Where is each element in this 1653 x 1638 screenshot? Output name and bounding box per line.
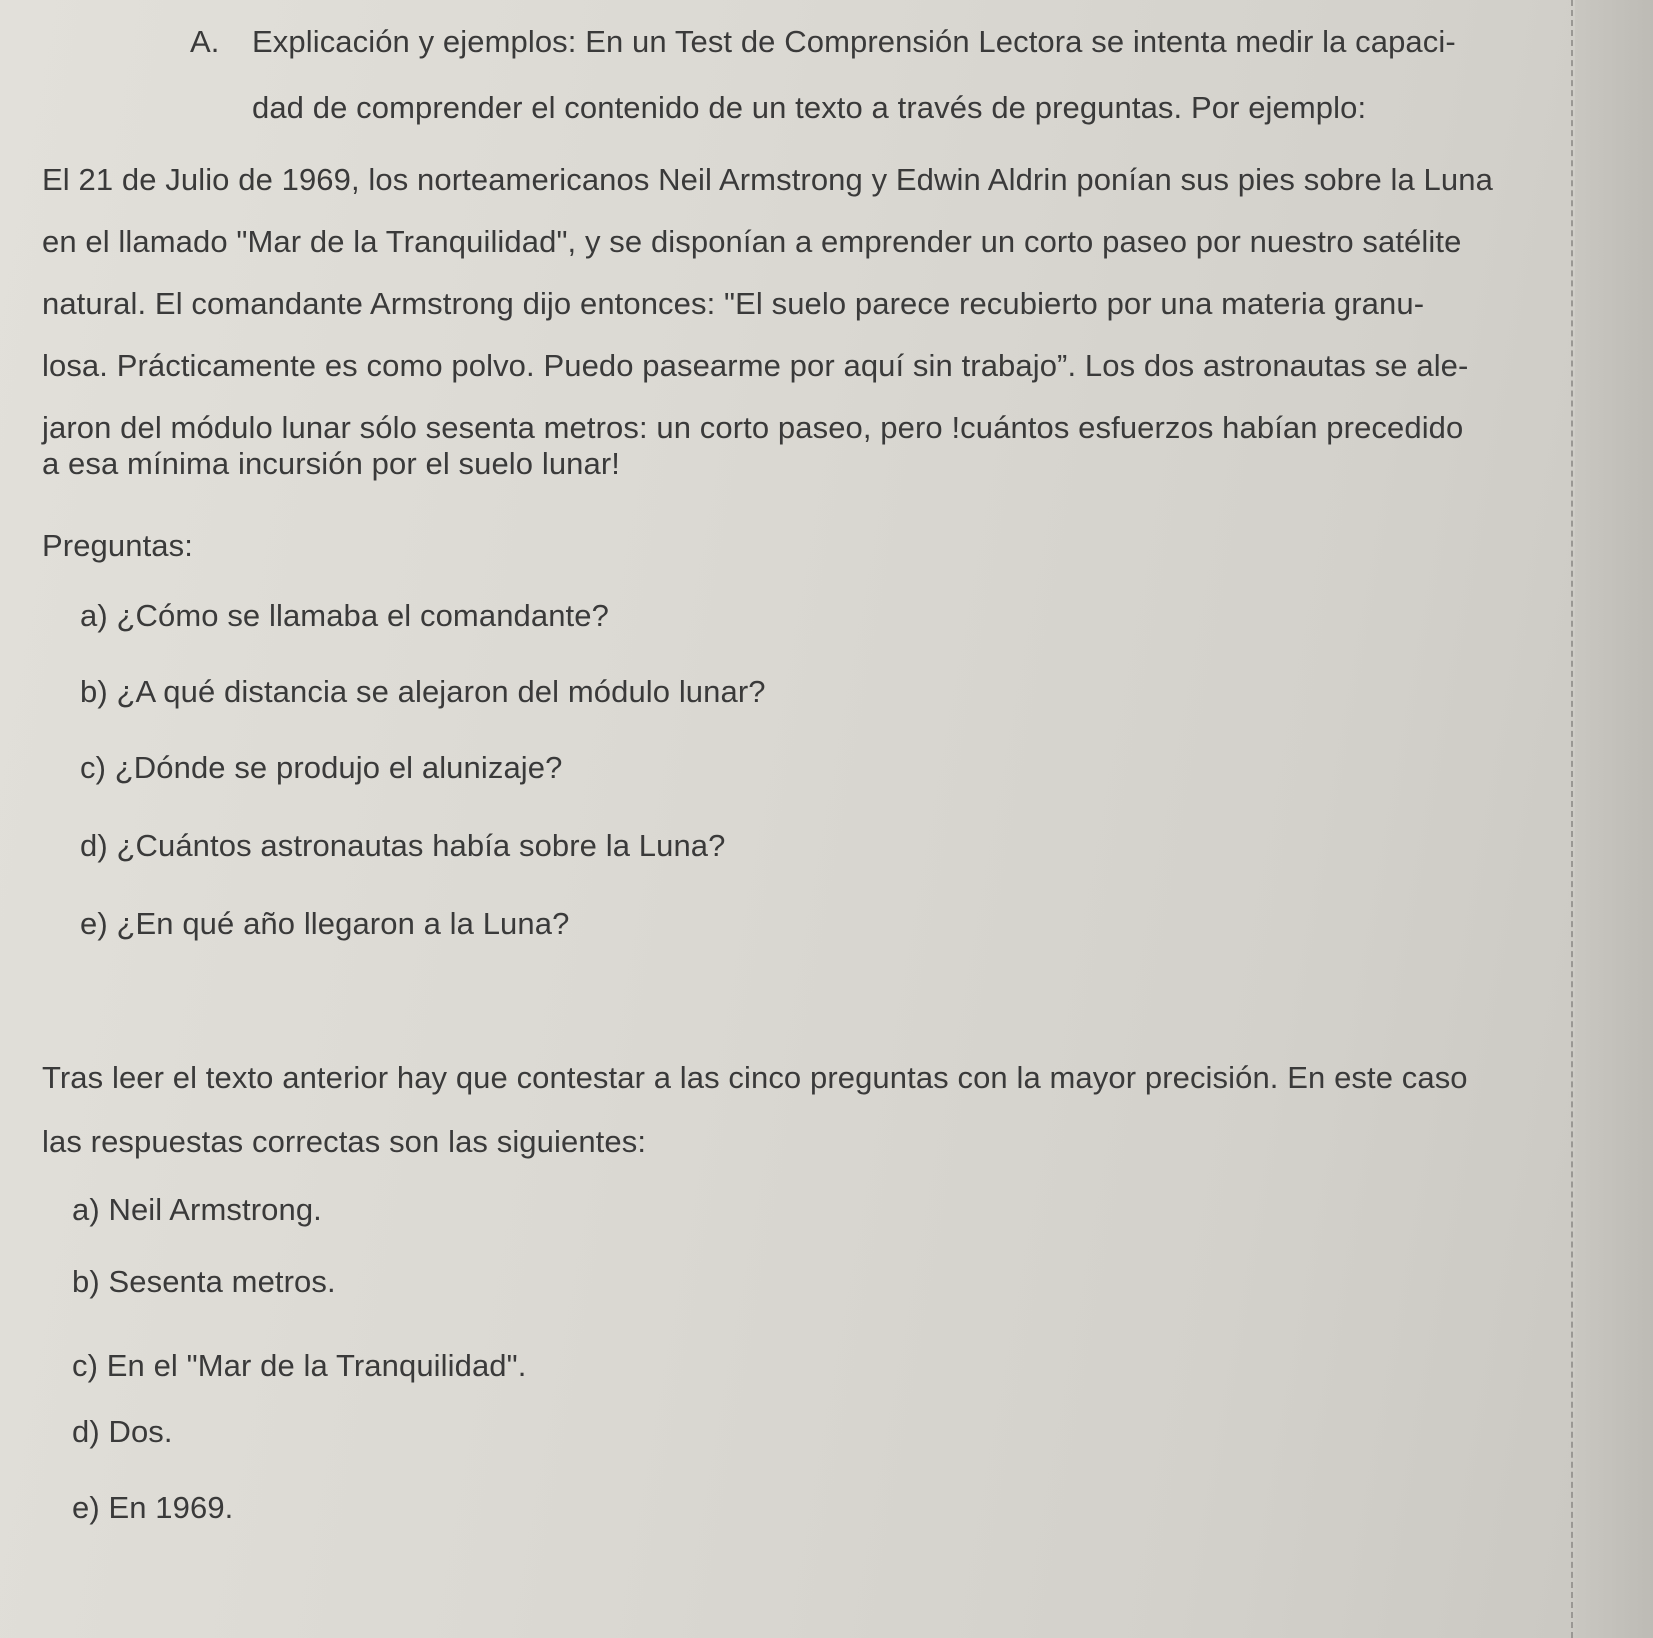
dashed-margin-line [1571,0,1573,1638]
passage-line-5: jaron del módulo lunar sólo sesenta metros: un corto paseo, pero !cuántos esfuerzos habían precedido [42,410,1464,445]
passage-line-1: El 21 de Julio de 1969, los norteamericanos Neil Armstrong y Edwin Aldrin ponían sus pies sobre la Luna [42,162,1493,197]
passage-line-6: a esa mínima incursión por el suelo lunar! [42,446,620,481]
answer-c: c) En el "Mar de la Tranquilidad". [72,1348,527,1383]
question-e: e) ¿En qué año llegaron a la Luna? [80,906,570,941]
question-d: d) ¿Cuántos astronautas había sobre la Luna? [80,828,726,863]
question-c: c) ¿Dónde se produjo el alunizaje? [80,750,563,785]
question-b: b) ¿A qué distancia se alejaron del módulo lunar? [80,674,766,709]
section-label: A. [190,24,220,59]
intro-line-1 [190,22,1456,62]
answer-d: d) Dos. [72,1414,173,1449]
answer-b: b) Sesenta metros. [72,1264,336,1299]
passage-line-2: en el llamado "Mar de la Tranquilidad", y se disponían a emprender un corto paseo por nuestro satélite [42,224,1462,259]
page-edge [1575,0,1653,1638]
intro-text-1: Explicación y ejemplos: En un Test de Comprensión Lectora se intenta medir la capaci- [252,24,1456,59]
questions-heading: Preguntas: [42,528,193,563]
passage-line-3: natural. El comandante Armstrong dijo entonces: "El suelo parece recubierto por una materia granu- [42,286,1425,321]
explanation-line-2: las respuestas correctas son las siguientes: [42,1124,647,1159]
passage-line-4: losa. Prácticamente es como polvo. Puedo pasearme por aquí sin trabajo”. Los dos astronautas se ale- [42,348,1469,383]
answer-e: e) En 1969. [72,1490,234,1525]
explanation-line-1: Tras leer el texto anterior hay que contestar a las cinco preguntas con la mayor precisión. En este caso [42,1060,1468,1095]
question-a: a) ¿Cómo se llamaba el comandante? [80,598,609,633]
intro-line-2: dad de comprender el contenido de un texto a través de preguntas. Por ejemplo: [252,90,1367,125]
answer-a: a) Neil Armstrong. [72,1192,322,1227]
